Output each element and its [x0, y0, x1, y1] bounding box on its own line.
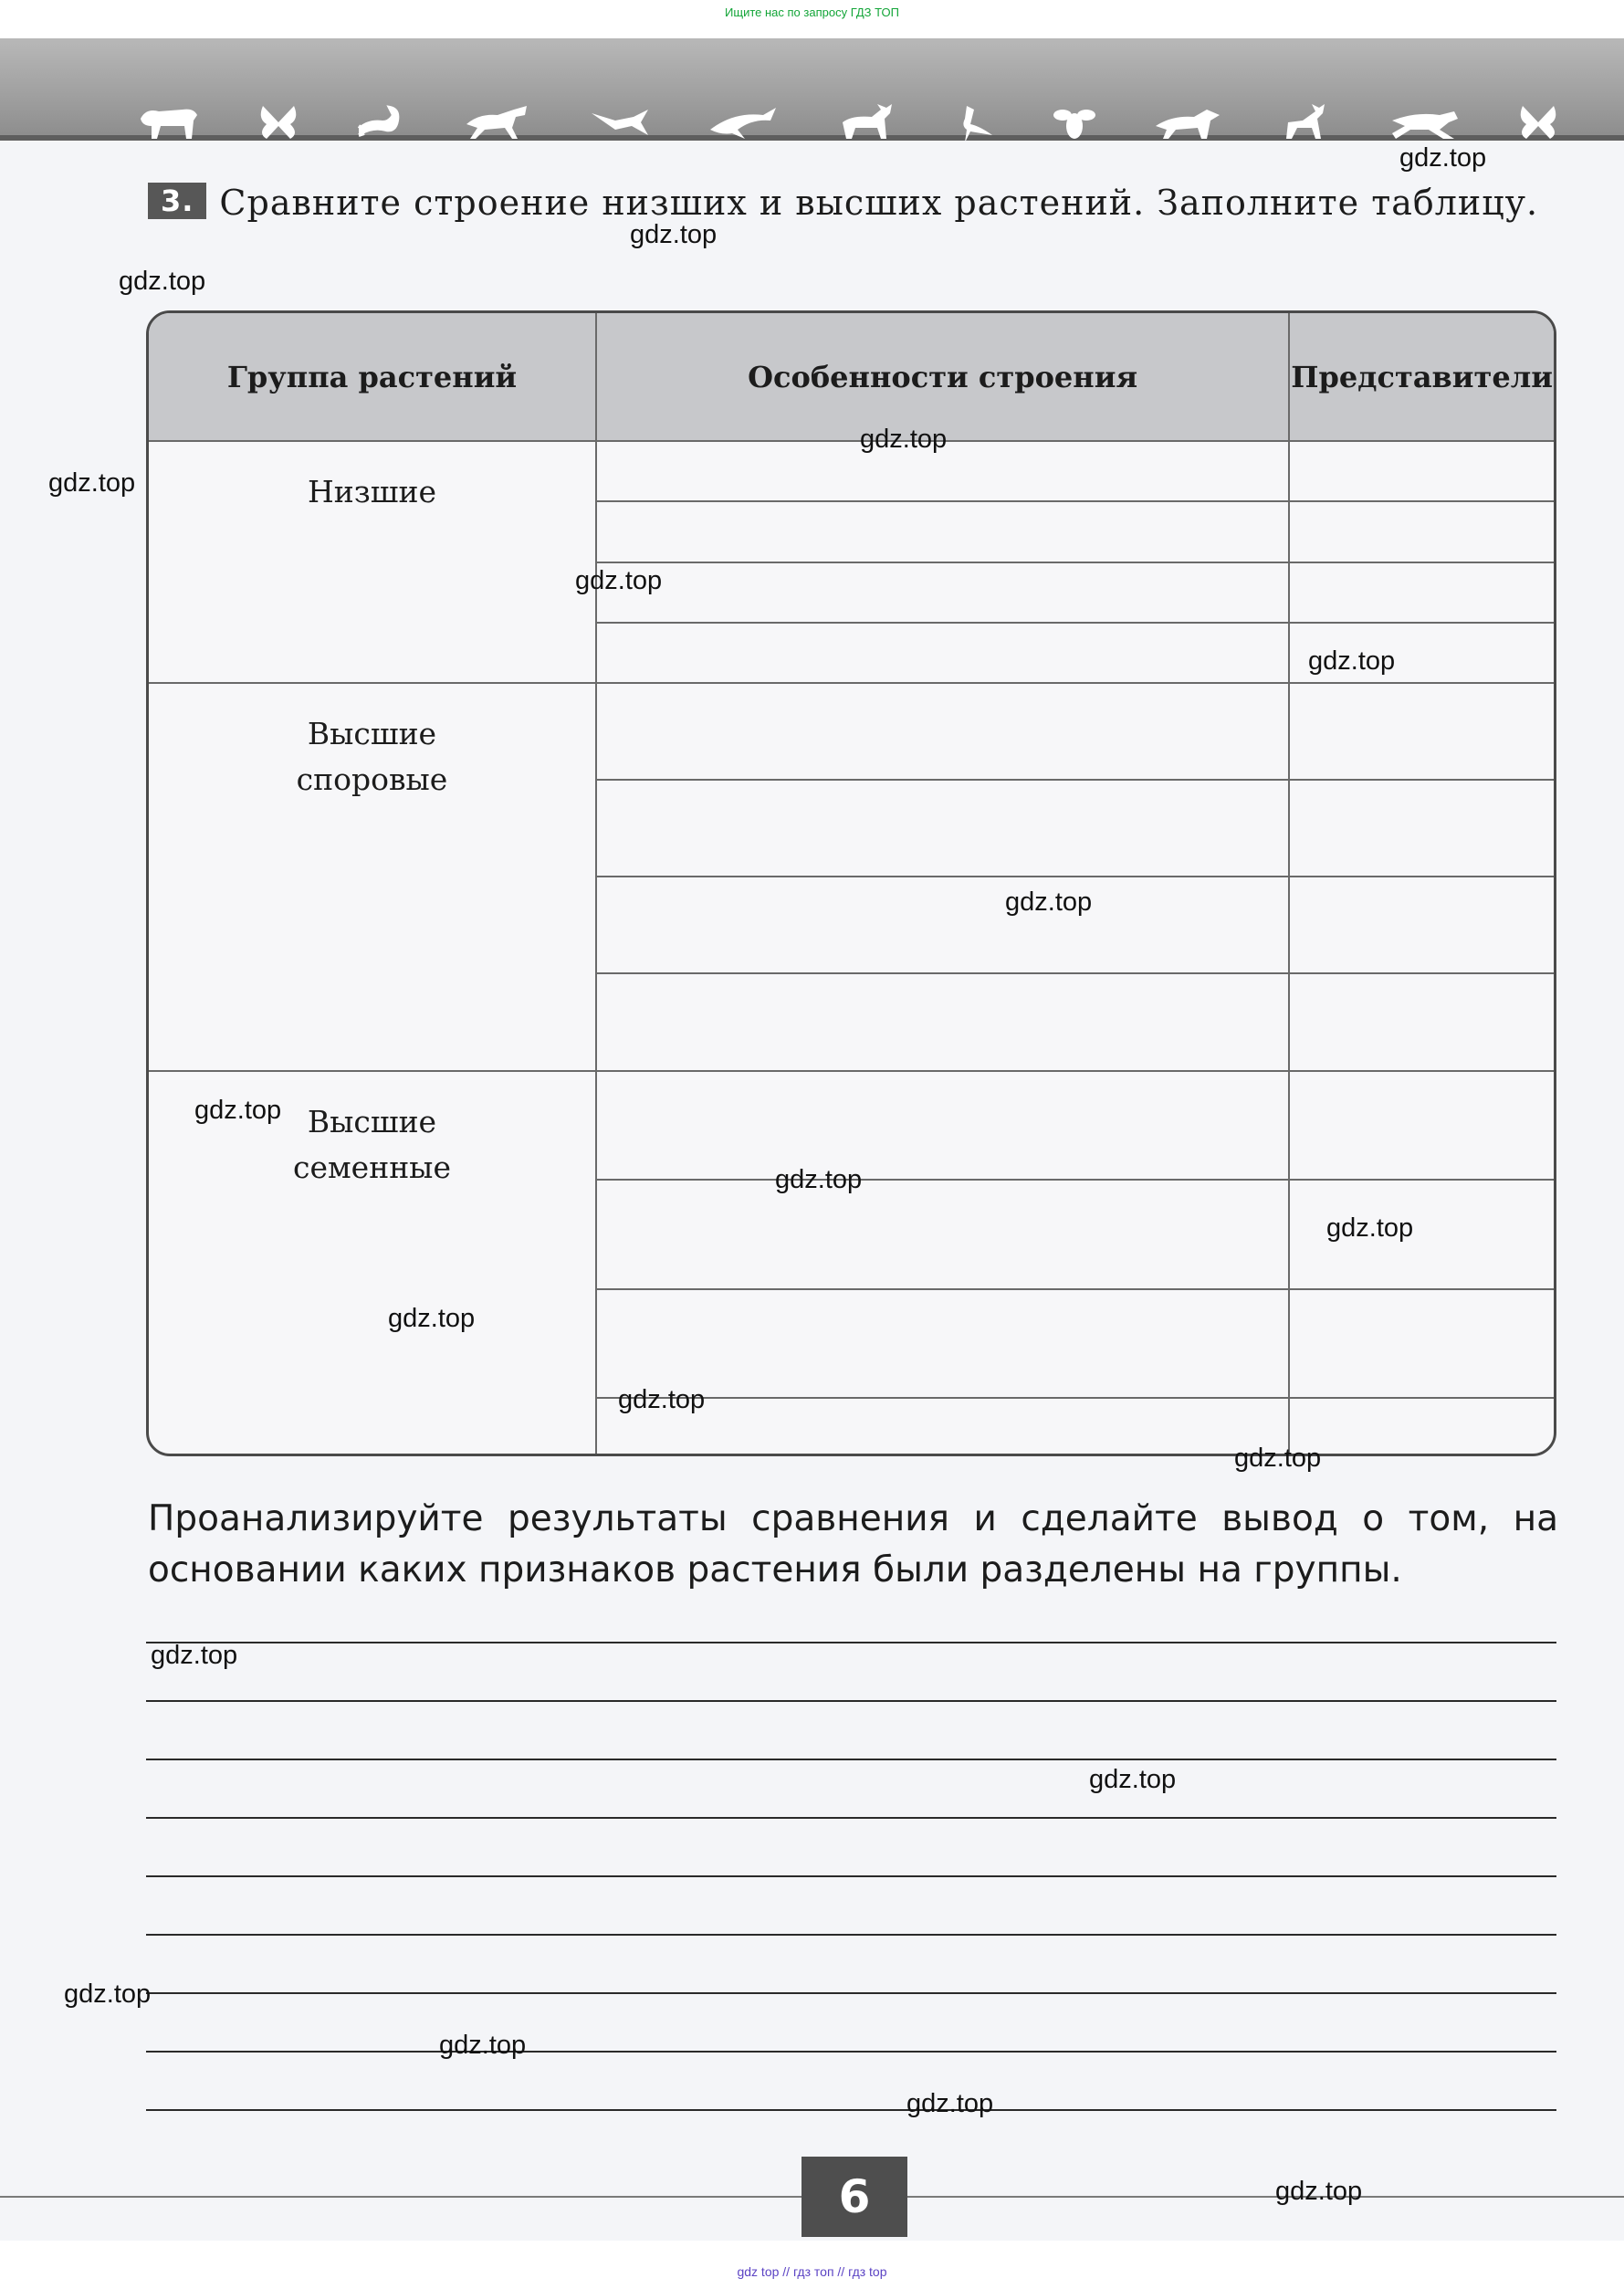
- table-header-row: [149, 313, 1554, 442]
- structure-cell[interactable]: [597, 502, 1290, 562]
- watermark: gdz.top: [1005, 887, 1093, 917]
- structure-cell[interactable]: [597, 1290, 1290, 1399]
- watermark: gdz.top: [1308, 646, 1396, 676]
- representatives-cell[interactable]: [1290, 684, 1554, 781]
- watermark: gdz.top: [906, 2089, 994, 2118]
- scorpion-icon: [355, 102, 406, 142]
- structure-cell[interactable]: [597, 781, 1290, 877]
- representatives-cell[interactable]: [1290, 781, 1554, 877]
- wolf-icon: [1152, 102, 1225, 142]
- structure-cell[interactable]: [597, 624, 1290, 684]
- dolphin-icon: [707, 102, 780, 142]
- watermark: gdz.top: [119, 267, 206, 296]
- deer-icon: [1279, 102, 1334, 142]
- watermark: gdz.top: [388, 1304, 476, 1333]
- watermark: gdz.top: [1234, 1444, 1322, 1473]
- group-name-line1: Высшие: [307, 1103, 437, 1139]
- horse-icon: [461, 102, 534, 142]
- cheetah-icon: [1388, 102, 1462, 142]
- group-cell-lower: [149, 442, 597, 684]
- structure-cell[interactable]: [597, 1072, 1290, 1181]
- bee-icon: [1052, 102, 1097, 142]
- group-name-line2: споровые: [296, 761, 448, 797]
- watermark: gdz.top: [1399, 143, 1487, 173]
- watermark: gdz.top: [151, 1641, 238, 1670]
- watermark: gdz.top: [48, 468, 136, 498]
- answer-line[interactable]: [146, 1759, 1556, 1760]
- answer-line[interactable]: [146, 2109, 1556, 2111]
- structure-cell[interactable]: [597, 684, 1290, 781]
- structure-cell[interactable]: [597, 563, 1290, 624]
- structure-cell[interactable]: [597, 1181, 1290, 1289]
- structure-cell[interactable]: [597, 974, 1290, 1071]
- comparison-table: [146, 310, 1556, 1456]
- watermark: gdz.top: [630, 220, 718, 249]
- structure-cell[interactable]: [597, 877, 1290, 974]
- butterfly-icon: [1515, 102, 1561, 142]
- group-cell-higher-seed: [149, 1072, 597, 1454]
- task-statement: [148, 177, 1558, 228]
- answer-line[interactable]: [146, 1700, 1556, 1702]
- group-name-line2: семенные: [292, 1149, 451, 1185]
- representatives-cell[interactable]: [1290, 1290, 1554, 1399]
- group-name-line1: Высшие: [307, 716, 437, 751]
- answer-line[interactable]: [146, 1992, 1556, 1994]
- animal-icon-row: [137, 88, 1561, 142]
- page-number: 6: [802, 2157, 907, 2237]
- watermark: gdz.top: [618, 1385, 706, 1414]
- answer-line[interactable]: [146, 1817, 1556, 1819]
- bull-icon: [137, 102, 201, 142]
- watermark: gdz.top: [1275, 2177, 1363, 2206]
- task-text: Сравните строение низших и высших растений. Заполните таблицу.: [219, 183, 1539, 223]
- watermark: gdz.top: [1326, 1213, 1414, 1243]
- moose-icon: [833, 102, 897, 142]
- representatives-cell[interactable]: [1290, 974, 1554, 1071]
- watermark: gdz.top: [64, 1979, 152, 2009]
- footer-note[interactable]: gdz top // гдз топ // гдз top: [737, 2264, 887, 2279]
- representatives-cell[interactable]: [1290, 442, 1554, 502]
- representatives-cell[interactable]: [1290, 877, 1554, 974]
- table-row: [149, 442, 1554, 502]
- representatives-cell[interactable]: [1290, 1072, 1554, 1181]
- group-name-line1: Низшие: [308, 474, 436, 509]
- header-group: Группа растений: [149, 313, 597, 442]
- header-representatives: Представители: [1290, 313, 1554, 442]
- top-banner-note[interactable]: Ищите нас по запросу ГДЗ ТОП: [725, 5, 899, 19]
- heron-icon: [952, 102, 998, 142]
- header-structure: Особенности строения: [597, 313, 1290, 442]
- group-cell-higher-spore: [149, 684, 597, 1072]
- watermark: gdz.top: [860, 425, 948, 454]
- conclusion-prompt: Проанализируйте результаты сравнения и сделайте вывод о том, на основании каких признаков растения были разделены на группы.: [148, 1498, 1558, 1591]
- representatives-cell[interactable]: [1290, 1399, 1554, 1454]
- answer-line[interactable]: [146, 1642, 1556, 1643]
- representatives-cell[interactable]: [1290, 563, 1554, 624]
- task-number: 3.: [148, 183, 206, 219]
- representatives-cell[interactable]: [1290, 502, 1554, 562]
- answer-line[interactable]: [146, 1934, 1556, 1936]
- answer-line[interactable]: [146, 1875, 1556, 1877]
- watermark: gdz.top: [194, 1096, 282, 1125]
- watermark: gdz.top: [439, 2031, 527, 2060]
- watermark: gdz.top: [1089, 1765, 1177, 1794]
- butterfly-icon: [256, 102, 301, 142]
- flying-fish-icon: [588, 102, 652, 142]
- watermark: gdz.top: [775, 1165, 863, 1194]
- answer-line[interactable]: [146, 2051, 1556, 2053]
- table-row: [149, 684, 1554, 781]
- watermark: gdz.top: [575, 566, 663, 595]
